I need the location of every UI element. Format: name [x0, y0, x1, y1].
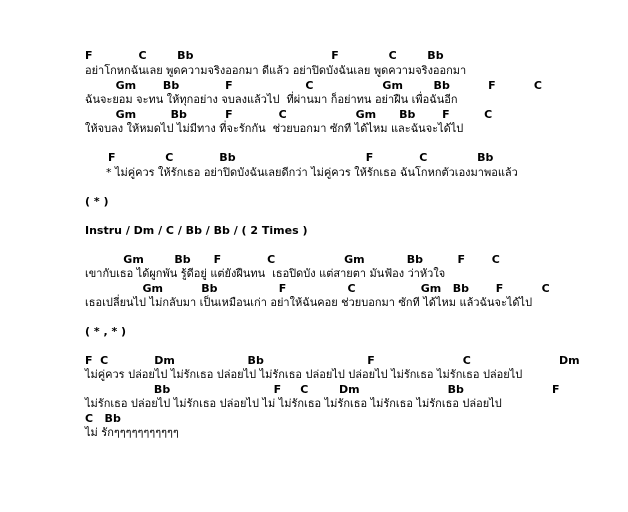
- lyric-line-9: ไม่ รักๆๆๆๆๆๆๆๆๆๆๆ: [85, 426, 179, 439]
- chord-line-7: F C Dm Bb F C Dm: [85, 354, 580, 367]
- chord-line-6: Gm Bb F C Gm Bb F C: [85, 282, 550, 295]
- repeat-marker-2: ( * , * ): [85, 325, 127, 338]
- lyric-line-7: ไม่คู่ควร ปล่อยไป ไม่รักเธอ ปล่อยไป ไม่รักเธอ ปล่อยไป ปล่อยไป ไม่รักเธอ ไม่รักเธอ ปล่อยไป: [85, 368, 523, 381]
- chord-line-9: C Bb: [85, 412, 121, 425]
- chord-line-5: Gm Bb F C Gm Bb F C: [85, 253, 500, 266]
- lyric-line-4: * ไม่คู่ควร ให้รักเธอ อย่าปิดบังฉันเลยดีกว่า ไม่คู่ควร ให้รักเธอ ฉันโกหกตัวเองมาพอแล้ว: [85, 166, 518, 179]
- lyric-line-1: อย่าโกหกฉันเลย พูดความจริงออกมา ดีแล้ว อย่าปิดบังฉันเลย พูดความจริงออกมา: [85, 64, 467, 77]
- chord-line-4: F C Bb F C Bb: [85, 151, 494, 164]
- lyric-line-5: เขากับเธอ ได้ผูกพัน รู้ดีอยู่ แต่ยังฝืนทน เธอปิดบัง แต่สายตา มันฟ้อง ว่าหัวใจ: [85, 267, 446, 280]
- lyric-line-3: ให้จบลง ให้หมดไป ไม่มีทาง ที่จะรักกัน ช่วยบอกมา ซักที ได้ไหม และฉันจะได้ไป: [85, 122, 464, 135]
- chord-line-2: Gm Bb F C Gm Bb F C: [85, 79, 542, 92]
- chord-line-8: Bb F C Dm Bb F: [85, 383, 560, 396]
- repeat-marker-1: ( * ): [85, 195, 109, 208]
- lyric-line-6: เธอเปลี่ยนไป ไม่กลับมา เป็นเหมือนเก่า อย่าให้ฉันคอย ช่วยบอกมา ซักที ได้ไหม แล้วฉันจะได้ไป: [85, 296, 533, 309]
- instrumental-line: Instru / Dm / C / Bb / Bb / ( 2 Times ): [85, 224, 308, 237]
- chord-line-1: F C Bb F C Bb: [85, 49, 444, 62]
- lyric-line-2: ฉันจะยอม จะทน ให้ทุกอย่าง จบลงแล้วไป ที่ผ่านมา ก็อย่าทน อย่าฝืน เพื่อฉันอีก: [85, 93, 458, 106]
- chord-line-3: Gm Bb F C Gm Bb F C: [85, 108, 493, 121]
- lyric-line-8: ไม่รักเธอ ปล่อยไป ไม่รักเธอ ปล่อยไป ไม่ ไม่รักเธอ ไม่รักเธอ ไม่รักเธอ ไม่รักเธอ ปล่อยไป: [85, 397, 502, 410]
